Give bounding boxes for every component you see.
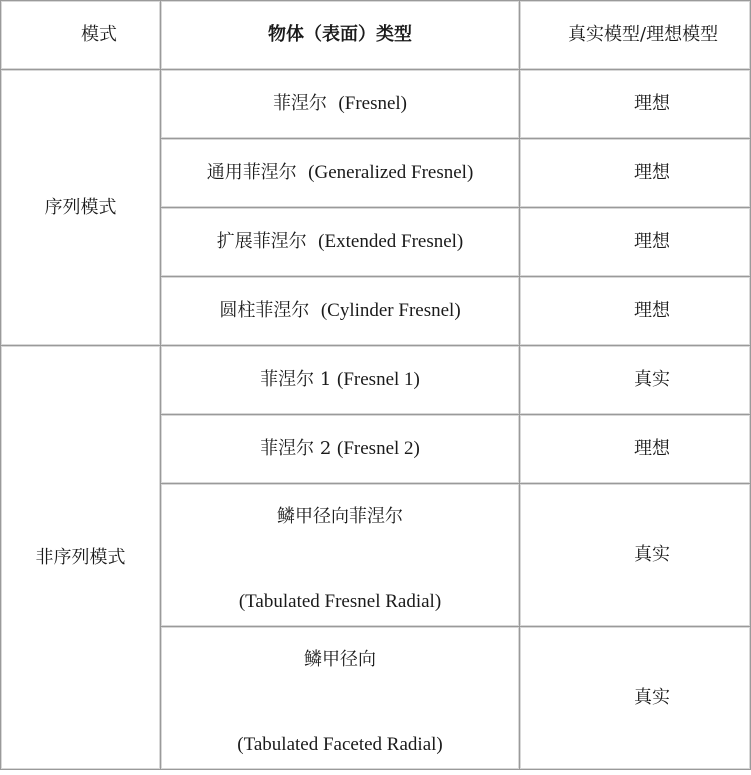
model-cell: 理想 xyxy=(520,415,751,484)
type-name-en: (Fresnel 2) xyxy=(337,437,420,459)
type-name-cn: 鳞甲径向 xyxy=(304,649,376,670)
type-cell xyxy=(161,139,520,208)
table-row xyxy=(1,70,751,139)
type-name-cn: 通用菲涅尔 xyxy=(206,161,297,183)
type-name-en: (Fresnel) xyxy=(338,92,408,114)
header-type: 物体（表面）类型 xyxy=(161,1,520,70)
type-cell xyxy=(161,484,520,627)
header-mode: 模式 xyxy=(1,1,161,70)
type-name-en: (Cylinder Fresnel) xyxy=(320,299,461,321)
type-name-cn: 菲涅尔 2 xyxy=(260,437,332,459)
type-name-cn: 圆柱菲涅尔 xyxy=(219,299,310,321)
type-cell xyxy=(161,346,520,415)
type-name-en: (Tabulated Fresnel Radial) xyxy=(238,591,442,613)
type-name-en: (Generalized Fresnel) xyxy=(308,161,474,183)
header-row xyxy=(1,1,751,70)
model-cell: 理想 xyxy=(520,208,751,277)
table-row xyxy=(1,346,751,415)
model-cell: 理想 xyxy=(520,277,751,346)
type-cell xyxy=(161,277,520,346)
model-cell: 真实 xyxy=(520,346,751,415)
type-name-en: (Extended Fresnel) xyxy=(318,230,464,252)
header-model: 真实模型/理想模型 xyxy=(520,1,751,70)
type-name-cn: 菲涅尔 xyxy=(272,92,327,114)
type-name-en: (Fresnel 1) xyxy=(337,368,420,390)
model-cell: 理想 xyxy=(520,70,751,139)
type-cell xyxy=(161,627,520,770)
type-name-cn: 鳞甲径向菲涅尔 xyxy=(277,506,403,527)
type-name-cn: 菲涅尔 1 xyxy=(260,368,332,390)
type-cell xyxy=(161,208,520,277)
type-name-en: (Tabulated Faceted Radial) xyxy=(237,734,443,756)
mode-cell-non-sequential: 非序列模式 xyxy=(1,346,161,770)
mode-cell-sequential: 序列模式 xyxy=(1,70,161,346)
model-cell: 真实 xyxy=(520,484,751,627)
model-cell: 理想 xyxy=(520,139,751,208)
type-cell xyxy=(161,70,520,139)
type-cell xyxy=(161,415,520,484)
model-cell: 真实 xyxy=(520,627,751,770)
type-name-cn: 扩展菲涅尔 xyxy=(216,230,307,252)
